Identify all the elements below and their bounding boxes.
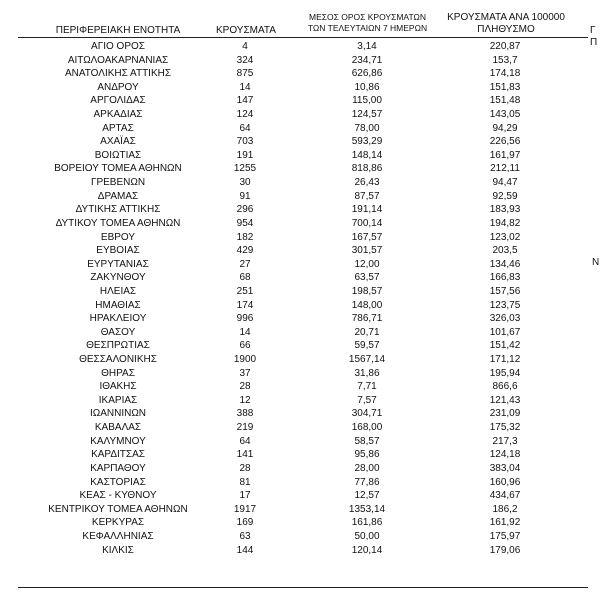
table-row xyxy=(0,476,600,490)
cases-cell: 251 xyxy=(236,285,254,297)
cases-cell: 14 xyxy=(239,326,251,338)
avg7-cell: 1353,14 xyxy=(348,503,386,515)
avg7-cell: 95,86 xyxy=(354,449,380,461)
table-row xyxy=(0,203,600,217)
table-row xyxy=(0,312,600,326)
per100k-cell: 124,18 xyxy=(489,449,521,461)
region-cell: ΚΑΛΥΜΝΟΥ xyxy=(90,435,146,447)
bottom-rule xyxy=(18,587,588,588)
region-cell: ΚΕΝΤΡΙΚΟΥ ΤΟΜΕΑ ΑΘΗΝΩΝ xyxy=(48,503,188,515)
region-cell: ΚΕΑΣ - ΚΥΘΝΟΥ xyxy=(79,490,157,502)
per100k-cell: 151,83 xyxy=(489,81,521,93)
avg7-cell: 304,71 xyxy=(351,408,383,420)
cases-cell: 66 xyxy=(239,340,251,352)
edge-mark: Ν xyxy=(592,257,600,268)
avg7-cell: 20,71 xyxy=(354,326,380,338)
per100k-cell: 231,09 xyxy=(489,408,521,420)
table-row xyxy=(0,162,600,176)
region-cell: ΕΥΒΟΙΑΣ xyxy=(96,245,140,257)
per100k-cell: 194,82 xyxy=(489,217,521,229)
table-row xyxy=(0,407,600,421)
avg7-cell: 198,57 xyxy=(351,285,383,297)
region-cell: ΕΥΡΥΤΑΝΙΑΣ xyxy=(87,258,149,270)
avg7-cell: 301,57 xyxy=(351,245,383,257)
table-body xyxy=(0,40,600,557)
header-per100k-line2: ΠΛΗΘΥΣΜΟ xyxy=(477,24,535,35)
cases-cell: 324 xyxy=(236,54,254,66)
region-cell: ΗΛΕΙΑΣ xyxy=(99,285,137,297)
table-row xyxy=(0,244,600,258)
region-cell: ΔΥΤΙΚΗΣ ΑΤΤΙΚΗΣ xyxy=(75,204,161,216)
cases-cell: 429 xyxy=(236,245,254,257)
avg7-cell: 59,57 xyxy=(354,340,380,352)
per100k-cell: 101,67 xyxy=(489,326,521,338)
avg7-cell: 148,00 xyxy=(351,299,383,311)
cases-cell: 30 xyxy=(239,177,251,189)
header-cut-line1: Γ xyxy=(590,25,596,36)
table-row xyxy=(0,217,600,231)
region-cell: ΑΓΙΟ ΟΡΟΣ xyxy=(91,41,145,52)
cases-cell: 17 xyxy=(239,490,251,502)
region-cell: ΚΑΡΔΙΤΣΑΣ xyxy=(91,449,145,461)
table-row xyxy=(0,81,600,95)
per100k-cell: 157,56 xyxy=(489,285,521,297)
per100k-cell: 121,43 xyxy=(489,394,521,406)
avg7-cell: 168,00 xyxy=(351,422,383,434)
region-cell: ΕΒΡΟΥ xyxy=(100,231,136,243)
table-row xyxy=(0,503,600,517)
region-cell: ΑΡΚΑΔΙΑΣ xyxy=(93,109,143,121)
avg7-cell: 87,57 xyxy=(354,190,380,202)
table-row xyxy=(0,489,600,503)
header-avg7-line1: ΜΕΣΟΣ ΟΡΟΣ ΚΡΟΥΣΜΑΤΩΝ xyxy=(309,12,426,22)
header-per100k-line1: ΚΡΟΥΣΜΑΤΑ ΑΝΑ 100000 xyxy=(447,12,565,23)
per100k-cell: 151,42 xyxy=(489,340,521,352)
avg7-cell: 700,14 xyxy=(351,217,383,229)
per100k-cell: 123,75 xyxy=(489,299,521,311)
per100k-cell: 203,5 xyxy=(492,245,518,257)
avg7-cell: 31,86 xyxy=(354,367,380,379)
region-cell: ΘΑΣΟΥ xyxy=(100,326,136,338)
per100k-cell: 175,32 xyxy=(489,422,521,434)
table-row xyxy=(0,135,600,149)
header-rule xyxy=(18,37,588,38)
per100k-cell: 326,03 xyxy=(489,313,521,325)
cases-cell: 1255 xyxy=(233,163,257,175)
region-cell: ΘΗΡΑΣ xyxy=(101,367,135,379)
header-cut-line2: Π xyxy=(590,37,598,48)
per100k-cell: 166,83 xyxy=(489,272,521,284)
cases-cell: 64 xyxy=(239,435,251,447)
avg7-cell: 124,57 xyxy=(351,109,383,121)
table-row xyxy=(0,122,600,136)
region-cell: ΚΕΡΚΥΡΑΣ xyxy=(91,517,145,529)
avg7-cell: 50,00 xyxy=(354,530,380,542)
avg7-cell: 12,00 xyxy=(354,258,380,270)
table-row xyxy=(0,258,600,272)
avg7-cell: 3,14 xyxy=(357,41,377,52)
region-cell: ΚΕΦΑΛΛΗΝΙΑΣ xyxy=(82,530,154,542)
table-row xyxy=(0,530,600,544)
region-cell: ΓΡΕΒΕΝΩΝ xyxy=(90,177,146,189)
per100k-cell: 217,3 xyxy=(492,435,518,447)
cases-cell: 182 xyxy=(236,231,254,243)
per100k-cell: 94,29 xyxy=(492,122,518,134)
cases-cell: 141 xyxy=(236,449,254,461)
region-cell: ΘΕΣΣΑΛΟΝΙΚΗΣ xyxy=(79,354,157,366)
cases-cell: 28 xyxy=(239,381,251,393)
table-row xyxy=(0,544,600,558)
avg7-cell: 28,00 xyxy=(354,462,380,474)
avg7-cell: 161,86 xyxy=(351,517,383,529)
per100k-cell: 195,94 xyxy=(489,367,521,379)
avg7-cell: 1567,14 xyxy=(348,354,386,366)
per100k-cell: 161,92 xyxy=(489,517,521,529)
per100k-cell: 434,67 xyxy=(489,490,521,502)
region-cell: ΚΙΛΚΙΣ xyxy=(102,544,134,556)
cases-cell: 191 xyxy=(236,149,254,161)
table-row xyxy=(0,367,600,381)
region-cell: ΗΜΑΘΙΑΣ xyxy=(95,299,141,311)
region-cell: ΔΥΤΙΚΟΥ ΤΟΜΕΑ ΑΘΗΝΩΝ xyxy=(55,217,181,229)
cases-cell: 875 xyxy=(236,68,254,80)
cases-cell: 169 xyxy=(236,517,254,529)
per100k-cell: 123,02 xyxy=(489,231,521,243)
table-row xyxy=(0,190,600,204)
avg7-cell: 191,14 xyxy=(351,204,383,216)
per100k-cell: 220,87 xyxy=(489,41,521,52)
table-row xyxy=(0,67,600,81)
header-avg7-line2: ΤΩΝ ΤΕΛΕΥΤΑΙΩΝ 7 ΗΜΕΡΩΝ xyxy=(307,23,428,33)
cases-cell: 14 xyxy=(239,81,251,93)
table-row xyxy=(0,285,600,299)
table-row xyxy=(0,149,600,163)
region-cell: ΑΧΑΪΑΣ xyxy=(100,136,136,148)
region-cell: ΑΝΔΡΟΥ xyxy=(97,81,139,93)
avg7-cell: 626,86 xyxy=(351,68,383,80)
table-row xyxy=(0,462,600,476)
avg7-cell: 120,14 xyxy=(351,544,383,556)
avg7-cell: 7,57 xyxy=(357,394,377,406)
avg7-cell: 818,86 xyxy=(351,163,383,175)
avg7-cell: 234,71 xyxy=(351,54,383,66)
table-row xyxy=(0,435,600,449)
cases-cell: 144 xyxy=(236,544,254,556)
avg7-cell: 78,00 xyxy=(354,122,380,134)
region-cell: ΑΙΤΩΛΟΑΚΑΡΝΑΝΙΑΣ xyxy=(67,54,169,66)
per100k-cell: 174,18 xyxy=(489,68,521,80)
cases-cell: 28 xyxy=(239,462,251,474)
table-row xyxy=(0,271,600,285)
cases-cell: 174 xyxy=(236,299,254,311)
table-row xyxy=(0,40,600,54)
cases-cell: 4 xyxy=(242,41,248,52)
region-cell: ΙΚΑΡΙΑΣ xyxy=(98,394,138,406)
table-row xyxy=(0,421,600,435)
cases-cell: 64 xyxy=(239,122,251,134)
region-cell: ΙΘΑΚΗΣ xyxy=(99,381,137,393)
avg7-cell: 63,57 xyxy=(354,272,380,284)
avg7-cell: 115,00 xyxy=(352,95,382,107)
per100k-cell: 175,97 xyxy=(489,530,521,542)
avg7-cell: 7,71 xyxy=(357,381,377,393)
cases-cell: 954 xyxy=(236,217,254,229)
region-cell: ΗΡΑΚΛΕΙΟΥ xyxy=(89,313,147,325)
region-cell: ΚΑΒΑΛΑΣ xyxy=(94,422,142,434)
header-region: ΠΕΡΙΦΕΡΕΙΑΚΗ ΕΝΟΤΗΤΑ xyxy=(55,25,181,36)
region-cell: ΖΑΚΥΝΘΟΥ xyxy=(90,272,146,284)
region-cell: ΙΩΑΝΝΙΝΩΝ xyxy=(89,408,147,420)
avg7-cell: 26,43 xyxy=(354,177,380,189)
region-cell: ΚΑΡΠΑΘΟΥ xyxy=(90,462,146,474)
table-row xyxy=(0,516,600,530)
table-row xyxy=(0,108,600,122)
avg7-cell: 10,86 xyxy=(354,81,380,93)
header-avg7 xyxy=(300,12,435,34)
cases-cell: 68 xyxy=(239,272,251,284)
per100k-cell: 134,46 xyxy=(489,258,521,270)
avg7-cell: 593,29 xyxy=(351,136,383,148)
cases-cell: 388 xyxy=(236,408,254,420)
avg7-cell: 77,86 xyxy=(354,476,380,488)
cases-cell: 37 xyxy=(239,367,251,379)
table-row xyxy=(0,380,600,394)
per100k-cell: 183,93 xyxy=(489,204,521,216)
avg7-cell: 167,57 xyxy=(351,231,383,243)
region-cell: ΒΟΙΩΤΙΑΣ xyxy=(94,149,142,161)
avg7-cell: 12,57 xyxy=(354,490,380,502)
header-per100k xyxy=(446,12,566,36)
per100k-cell: 226,56 xyxy=(489,136,521,148)
header-cases: ΚΡΟΥΣΜΑΤΑ xyxy=(216,25,276,36)
cases-cell: 1917 xyxy=(233,503,257,515)
cases-cell: 703 xyxy=(236,136,254,148)
region-cell: ΚΑΣΤΟΡΙΑΣ xyxy=(90,476,146,488)
cases-cell: 296 xyxy=(236,204,254,216)
region-cell: ΒΟΡΕΙΟΥ ΤΟΜΕΑ ΑΘΗΝΩΝ xyxy=(54,163,182,175)
cases-cell: 63 xyxy=(239,530,251,542)
region-cell: ΘΕΣΠΡΩΤΙΑΣ xyxy=(86,340,150,352)
per100k-cell: 94,47 xyxy=(492,177,518,189)
per100k-cell: 92,59 xyxy=(492,190,518,202)
cases-cell: 124 xyxy=(236,109,254,121)
avg7-cell: 148,14 xyxy=(351,149,383,161)
per100k-cell: 160,96 xyxy=(489,476,521,488)
per100k-cell: 212,11 xyxy=(490,163,520,175)
cases-cell: 996 xyxy=(236,313,254,325)
table-row xyxy=(0,94,600,108)
cases-cell: 219 xyxy=(236,422,254,434)
region-cell: ΔΡΑΜΑΣ xyxy=(97,190,139,202)
per100k-cell: 151,48 xyxy=(489,95,521,107)
table-row xyxy=(0,231,600,245)
region-cell: ΑΝΑΤΟΛΙΚΗΣ ΑΤΤΙΚΗΣ xyxy=(64,68,172,80)
avg7-cell: 786,71 xyxy=(351,313,383,325)
table-row xyxy=(0,353,600,367)
per100k-cell: 153,7 xyxy=(492,54,518,66)
cases-cell: 91 xyxy=(239,190,251,202)
cases-cell: 12 xyxy=(239,394,251,406)
table-row xyxy=(0,448,600,462)
per100k-cell: 161,97 xyxy=(489,149,521,161)
table-row xyxy=(0,299,600,313)
per100k-cell: 179,06 xyxy=(489,544,521,556)
per100k-cell: 383,04 xyxy=(489,462,521,474)
cases-cell: 27 xyxy=(239,258,251,270)
cases-cell: 1900 xyxy=(233,354,257,366)
cases-cell: 81 xyxy=(239,476,251,488)
table-row xyxy=(0,54,600,68)
region-cell: ΑΡΓΟΛΙΔΑΣ xyxy=(90,95,146,107)
table-row xyxy=(0,326,600,340)
per100k-cell: 186,2 xyxy=(492,503,518,515)
table-row xyxy=(0,394,600,408)
table-row xyxy=(0,339,600,353)
cases-cell: 147 xyxy=(236,95,254,107)
region-cell: ΑΡΤΑΣ xyxy=(102,122,134,134)
avg7-cell: 58,57 xyxy=(354,435,380,447)
per100k-cell: 143,05 xyxy=(489,109,521,121)
per100k-cell: 171,12 xyxy=(489,354,521,366)
per100k-cell: 866,6 xyxy=(492,381,518,393)
table-row xyxy=(0,176,600,190)
